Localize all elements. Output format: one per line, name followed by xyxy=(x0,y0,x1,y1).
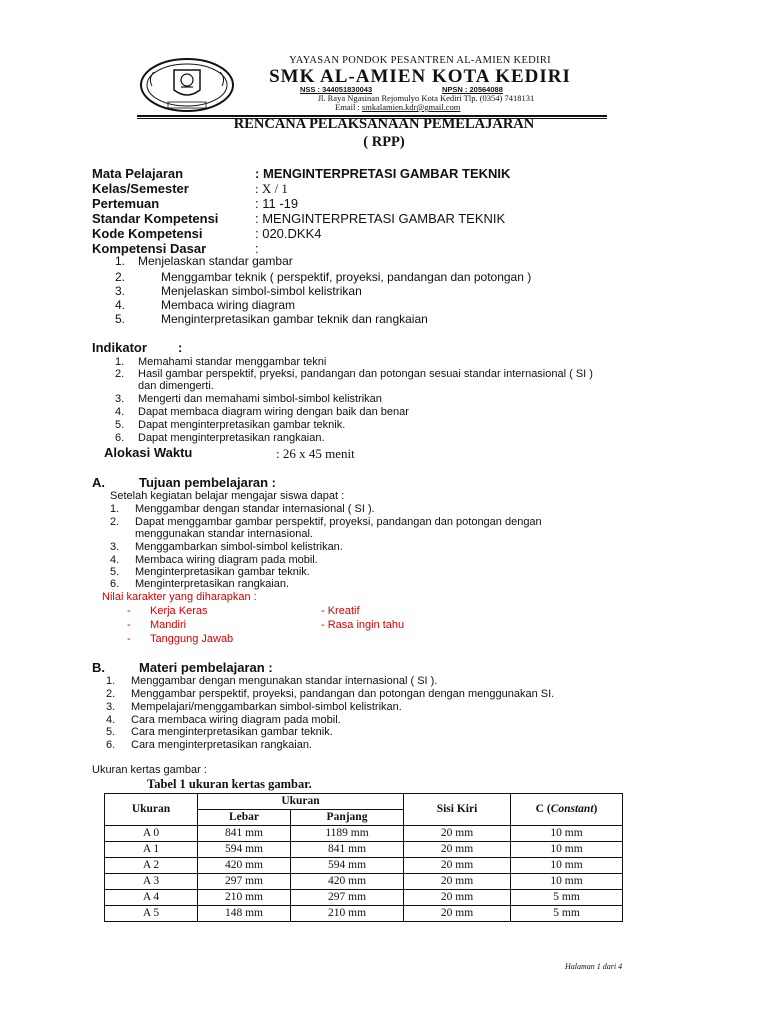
list-item: Cara membaca wiring diagram pada mobil. xyxy=(131,714,341,726)
table-cell: 5 mm xyxy=(511,890,623,906)
header-ukuran-group: Ukuran xyxy=(198,794,404,810)
kode-value: : 020.DKK4 xyxy=(255,226,322,241)
karakter-dash: - xyxy=(127,619,131,631)
indikator-colon: : xyxy=(178,340,183,355)
list-number: 2. xyxy=(110,516,120,528)
table-row xyxy=(105,874,623,890)
list-number: 3. xyxy=(106,701,116,713)
letterhead-foundation: YAYASAN PONDOK PESANTREN AL-AMIEN KEDIRI xyxy=(289,55,551,66)
table-cell: 841 mm xyxy=(291,842,404,858)
table-cell: 20 mm xyxy=(404,906,511,922)
table-row xyxy=(105,906,623,922)
header-constant-italic: Constant xyxy=(550,803,594,815)
list-item-continued: menggunakan standar internasional. xyxy=(135,528,313,540)
kd-value: : xyxy=(255,241,259,256)
sk-value: : MENGINTERPRETASI GAMBAR TEKNIK xyxy=(255,211,506,226)
list-number: 3. xyxy=(115,393,125,405)
table-header-row xyxy=(105,794,623,810)
mapel-label: Mata Pelajaran xyxy=(92,166,184,181)
list-number: 3. xyxy=(115,284,126,298)
table-cell: 297 mm xyxy=(198,874,291,890)
letterhead-email xyxy=(335,102,460,112)
table-cell: 210 mm xyxy=(291,906,404,922)
table-cell: A 0 xyxy=(105,826,198,842)
list-item: Menginterpretasikan gambar teknik dan rangkaian xyxy=(161,312,428,326)
letterhead-school-name: SMK AL-AMIEN KOTA KEDIRI xyxy=(269,66,571,87)
table-cell: 420 mm xyxy=(198,858,291,874)
table-cell: 20 mm xyxy=(404,858,511,874)
list-item: Menggambar dengan standar internasional ( SI ). xyxy=(135,503,375,515)
table-cell: 20 mm xyxy=(404,826,511,842)
letterhead-npsn: NPSN : 20564088 xyxy=(442,85,503,94)
list-number: 4. xyxy=(106,714,116,726)
table-cell: 1189 mm xyxy=(291,826,404,842)
list-item: Memahami standar menggambar tekni xyxy=(138,356,327,368)
table-cell: A 3 xyxy=(105,874,198,890)
list-number: 3. xyxy=(110,541,120,553)
karakter-item: Mandiri xyxy=(150,619,187,631)
header-constant-suffix: ) xyxy=(593,803,598,815)
table-cell: A 1 xyxy=(105,842,198,858)
list-number: 6. xyxy=(110,578,120,590)
tujuan-letter: A. xyxy=(92,475,105,490)
table-cell: 148 mm xyxy=(198,906,291,922)
list-number: 4. xyxy=(115,298,126,312)
pertemuan-label: Pertemuan xyxy=(92,196,160,211)
alokasi-label: Alokasi Waktu xyxy=(104,445,193,460)
list-item: Membaca wiring diagram pada mobil. xyxy=(135,554,318,566)
header-sisi-kiri: Sisi Kiri xyxy=(404,794,511,826)
header-constant xyxy=(511,794,623,826)
list-item: Dapat menginterpretasikan gambar teknik. xyxy=(138,419,346,431)
list-number: 5. xyxy=(106,726,116,738)
karakter-label: Nilai karakter yang diharapkan : xyxy=(102,591,257,603)
list-number: 1. xyxy=(115,254,126,268)
list-item: Menggambar dengan mengunakan standar internasional ( SI ). xyxy=(131,675,438,687)
karakter-item: Kerja Keras xyxy=(150,605,208,617)
karakter-item: Tanggung Jawab xyxy=(150,633,234,645)
list-item: Mengerti dan memahami simbol-simbol kelistrikan xyxy=(138,393,382,405)
page-number: Halaman 1 dari 4 xyxy=(565,962,623,971)
kelas-value: : X / 1 xyxy=(255,181,288,196)
list-item: Menjelaskan simbol-simbol kelistrikan xyxy=(161,284,362,298)
table-cell: 210 mm xyxy=(198,890,291,906)
list-item: Membaca wiring diagram xyxy=(161,298,296,312)
table-cell: A 4 xyxy=(105,890,198,906)
karakter-dash: - xyxy=(127,633,131,645)
kd-label: Kompetensi Dasar xyxy=(92,241,207,256)
list-item: Dapat membaca diagram wiring dengan baik dan benar xyxy=(138,406,409,418)
list-item: Dapat menginterpretasikan rangkaian. xyxy=(138,432,325,444)
school-logo xyxy=(138,56,236,114)
letterhead-address: Jl. Raya Ngasinan Rejomulyo Kota Kediri Tlp. (0354) 7418131 xyxy=(317,93,535,103)
sk-label: Standar Kompetensi xyxy=(92,211,219,226)
mapel-value: : MENGINTERPRETASI GAMBAR TEKNIK xyxy=(255,166,511,181)
list-number: 5. xyxy=(115,312,126,326)
table-caption: Tabel 1 ukuran kertas gambar. xyxy=(147,777,312,791)
document-title: RENCANA PELAKSANAAN PEMELAJARAN xyxy=(233,116,535,132)
table-cell: 20 mm xyxy=(404,890,511,906)
table-cell: 20 mm xyxy=(404,842,511,858)
header-panjang: Panjang xyxy=(291,810,404,826)
list-number: 1. xyxy=(106,675,116,687)
list-number: 1. xyxy=(115,356,125,368)
tujuan-label: Tujuan pembelajaran : xyxy=(139,475,277,490)
list-item: Mempelajari/menggambarkan simbol-simbol kelistrikan. xyxy=(131,701,402,713)
table-cell: 10 mm xyxy=(511,874,623,890)
list-item: Menginterpretasikan gambar teknik. xyxy=(135,566,310,578)
karakter-item: - Kreatif xyxy=(321,605,360,617)
kelas-label: Kelas/Semester xyxy=(92,181,189,196)
list-item-continued: dan dimengerti. xyxy=(138,380,214,392)
list-number: 5. xyxy=(110,566,120,578)
table-cell: 5 mm xyxy=(511,906,623,922)
table-cell: 297 mm xyxy=(291,890,404,906)
document-subtitle: ( RPP) xyxy=(363,134,405,150)
karakter-item: - Rasa ingin tahu xyxy=(321,619,405,631)
list-number: 6. xyxy=(115,432,125,444)
alokasi-value: : 26 x 45 menit xyxy=(276,446,355,461)
header-lebar: Lebar xyxy=(198,810,291,826)
table-cell: 10 mm xyxy=(511,826,623,842)
indikator-label: Indikator xyxy=(92,340,147,355)
letterhead-nss: NSS : 344051830043 xyxy=(300,85,373,94)
table-cell: 594 mm xyxy=(198,842,291,858)
list-item: Menggambar perspektif, proyeksi, pandangan dan potongan dengan menggunakan SI. xyxy=(131,688,555,700)
karakter-dash: - xyxy=(127,605,131,617)
list-item: Menggambar teknik ( perspektif, proyeksi, pandangan dan potongan ) xyxy=(161,270,532,284)
list-item: Hasil gambar perspektif, pryeksi, pandangan dan potongan sesuai standar internasional ( SI ) xyxy=(138,368,593,380)
tujuan-intro: Setelah kegiatan belajar mengajar siswa dapat : xyxy=(110,490,345,502)
list-number: 2. xyxy=(106,688,116,700)
table-cell: 10 mm xyxy=(511,842,623,858)
list-item: Dapat menggambar gambar perspektif, proyeksi, pandangan dan potongan dengan xyxy=(135,516,542,528)
list-number: 6. xyxy=(106,739,116,751)
letterhead-email-address[interactable]: smkalamien.kdr@gmail.com xyxy=(361,102,461,112)
materi-label: Materi pembelajaran : xyxy=(139,660,273,675)
table-row xyxy=(105,826,623,842)
table-intro: Ukuran kertas gambar : xyxy=(92,764,207,776)
list-number: 2. xyxy=(115,368,125,380)
table-row xyxy=(105,890,623,906)
table-cell: 841 mm xyxy=(198,826,291,842)
list-item: Menginterpretasikan rangkaian. xyxy=(135,578,290,590)
materi-letter: B. xyxy=(92,660,105,675)
table-cell: 10 mm xyxy=(511,858,623,874)
table-cell: 20 mm xyxy=(404,874,511,890)
table-cell: 420 mm xyxy=(291,874,404,890)
table-cell: 594 mm xyxy=(291,858,404,874)
list-item: Menjelaskan standar gambar xyxy=(138,254,293,268)
list-number: 5. xyxy=(115,419,125,431)
paper-size-table xyxy=(104,793,623,922)
table-cell: A 2 xyxy=(105,858,198,874)
list-item: Cara menginterpretasikan gambar teknik. xyxy=(131,726,333,738)
kode-label: Kode Kompetensi xyxy=(92,226,203,241)
list-number: 4. xyxy=(110,554,120,566)
list-number: 2. xyxy=(115,270,126,284)
table-row xyxy=(105,842,623,858)
list-item: Cara menginterpretasikan rangkaian. xyxy=(131,739,312,751)
header-constant-prefix: C ( xyxy=(535,803,551,815)
letterhead-email-label: Email : xyxy=(335,102,360,112)
table-row xyxy=(105,858,623,874)
table-cell: A 5 xyxy=(105,906,198,922)
list-number: 1. xyxy=(110,503,120,515)
list-number: 4. xyxy=(115,406,125,418)
list-item: Menggambarkan simbol-simbol kelistrikan. xyxy=(135,541,343,553)
header-ukuran: Ukuran xyxy=(105,794,198,826)
pertemuan-value: : 11 -19 xyxy=(255,196,299,211)
